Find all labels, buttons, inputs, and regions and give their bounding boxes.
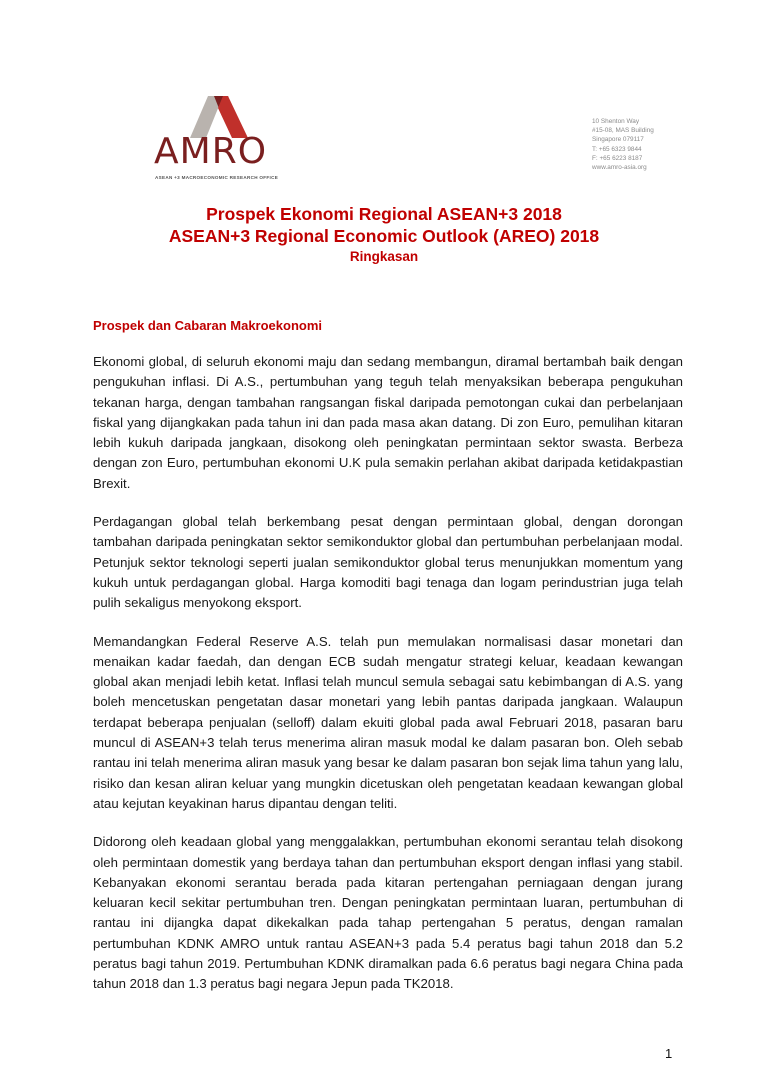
paragraph: Perdagangan global telah berkembang pesat dengan permintaan global, dengan dorongan tambahan daripada peningkatan sektor semikonduktor global dan pertumbuhan perbelanjaan modal. Petunjuk sektor teknologi seperti jualan semikonduktor global terus menunjukkan momentum yang kukuh untuk perdagangan global. Harga komoditi bagi tenaga dan logam perindustrian juga telah pulih sekaligus menyokong eksport. [93,514,683,611]
page-number: 1 [665,1046,673,1061]
address-line: 10 Shenton Way [592,118,640,125]
title-english: ASEAN+3 Regional Economic Outlook (AREO) 2018 [168,226,600,246]
address-fax: F: +65 6223 8187 [592,154,643,162]
address-line: Singapore 079117 [592,136,644,144]
section-heading: Prospek dan Cabaran Makroekonomi [93,318,323,333]
title-summary: Ringkasan [349,249,419,264]
paragraph: Didorong oleh keadaan global yang menggalakkan, pertumbuhan ekonomi serantau telah disokong oleh permintaan domestik yang berdaya tahan dan pertumbuhan eksport dengan inflasi yang stabil. Kebanyakan ekonomi serantau berada pada kitaran pertengahan perniagaan dengan jurang keluaran kecil sekitar pertumbuhan tren. Dengan peningkatan permintaan luaran, pertumbuhan di rantau ini dijangka dapat dikekalkan pada tahap pertengahan 5 peratus, dengan ramalan pertumbuhan KDNK AMRO untuk rantau ASEAN+3 pada 5.4 peratus bagi tahun 2018 dan 5.2 peratus bagi tahun 2019. Pertumbuhan KDNK diramalkan pada 6.6 peratus bagi negara China pada tahun 2018 dan 1.3 peratus bagi negara Jepun pada TK2018. [93,834,683,992]
title-malay: Prospek Ekonomi Regional ASEAN+3 2018 [206,204,562,224]
logo-wordmark: AMRO [154,131,268,172]
address-phone: T: +65 6323 9844 [592,145,642,153]
address-line: #15-08, MAS Building [592,127,654,135]
logo-subtitle: ASEAN +3 MACROECONOMIC RESEARCH OFFICE [155,175,279,180]
document-title-block [0,204,768,267]
office-address [592,117,654,172]
address-website: www.amro-asia.org [592,164,647,172]
amro-logo [152,96,292,180]
body-text [93,352,683,1013]
paragraph: Memandangkan Federal Reserve A.S. telah pun memulakan normalisasi dasar monetari dan menaikan kadar faedah, dan dengan ECB sudah mengatur strategi keluar, keadaan kewangan global akan menjadi lebih ketat. Inflasi telah muncul semula sebagai satu kebimbangan di A.S. yang boleh mencetuskan pengetatan dasar monetari yang lebih pantas daripada jangkaan. Walaupun terdapat beberapa penjualan (selloff) dalam ekuiti global pada awal Februari 2018, pasaran baru muncul di ASEAN+3 telah terus menerima aliran masuk modal ke dalam pasaran bon. Oleh sebab rantau ini telah menerima aliran masuk yang besar ke dalam pasaran bon sejak lima tahun yang lalu, risiko dan kesan aliran keluar yang mungkin dicetuskan oleh pengetatan keadaan kewangan global atau kejutan keyakinan harus dipantau dengan teliti. [93,633,683,811]
paragraph: Ekonomi global, di seluruh ekonomi maju dan sedang membangun, diramal bertambah baik dengan pengukuhan inflasi. Di A.S., pertumbuhan yang teguh telah menyaksikan beberapa pengukuhan tekanan harga, dengan tambahan rangsangan fiskal daripada pemotongan cukai dan perbelanjaan fiskal yang dijangkakan pada tahun ini dan pada masa akan datang. Di zon Euro, pemulihan kitaran lebih kukuh daripada jangkaan, disokong oleh peningkatan permintaan sektor swasta. Berbeza dengan zon Euro, pertumbuhan ekonomi U.K pula semakin perlahan akibat daripada ketidakpastian Brexit. [93,354,683,491]
